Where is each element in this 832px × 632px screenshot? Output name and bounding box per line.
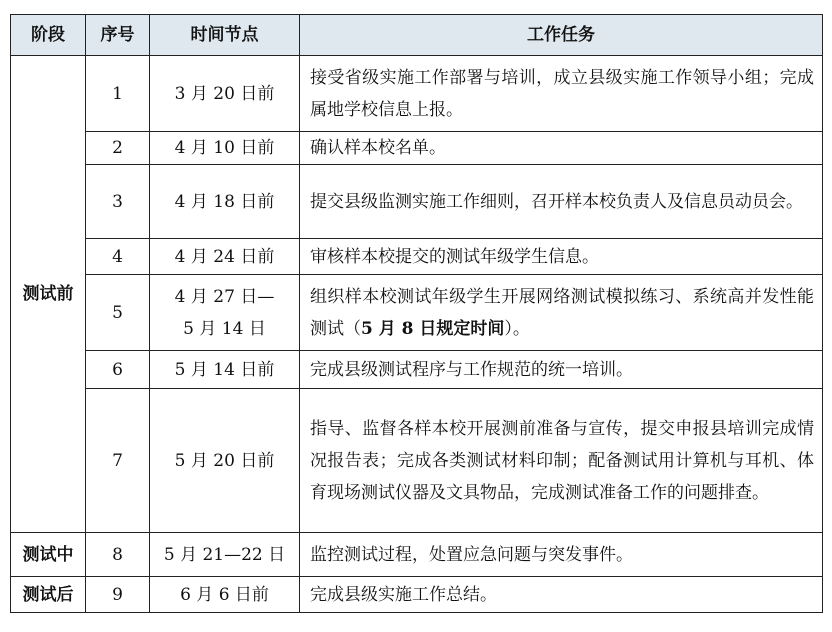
row-time: 4 月 24 日前 xyxy=(150,239,300,275)
row-seq: 8 xyxy=(86,533,150,577)
row-seq: 2 xyxy=(86,132,150,165)
table-header-row xyxy=(11,15,823,56)
stage-during: 测试中 xyxy=(11,533,86,577)
row-task: 审核样本校提交的测试年级学生信息。 xyxy=(300,239,823,275)
row-time xyxy=(150,275,300,351)
row-time: 4 月 10 日前 xyxy=(150,132,300,165)
table-row xyxy=(11,577,823,613)
table-row xyxy=(11,389,823,533)
row-seq: 7 xyxy=(86,389,150,533)
row-time: 5 月 21—22 日 xyxy=(150,533,300,577)
row-time: 3 月 20 日前 xyxy=(150,56,300,132)
row-task: 指导、监督各样本校开展测前准备与宣传，提交申报县培训完成情况报告表；完成各类测试材料印制；配备测试用计算机与耳机、体育现场测试仪器及文具物品，完成测试准备工作的问题排查。 xyxy=(300,389,823,533)
table-row xyxy=(11,239,823,275)
row-time: 5 月 14 日前 xyxy=(150,351,300,389)
row-task-bold: 5 月 8 日规定时间 xyxy=(361,318,505,339)
schedule-table xyxy=(10,14,823,613)
header-task: 工作任务 xyxy=(300,15,823,56)
header-seq: 序号 xyxy=(86,15,150,56)
row-task-end: ）。 xyxy=(504,318,530,339)
header-time: 时间节点 xyxy=(150,15,300,56)
row-time: 6 月 6 日前 xyxy=(150,577,300,613)
row-seq: 9 xyxy=(86,577,150,613)
row-task: 完成县级测试程序与工作规范的统一培训。 xyxy=(300,351,823,389)
row-time: 4 月 18 日前 xyxy=(150,165,300,239)
table-row xyxy=(11,351,823,389)
row-task xyxy=(300,275,823,351)
row-seq: 1 xyxy=(86,56,150,132)
table-row xyxy=(11,275,823,351)
row-task: 接受省级实施工作部署与培训，成立县级实施工作领导小组；完成属地学校信息上报。 xyxy=(300,56,823,132)
row-time: 5 月 20 日前 xyxy=(150,389,300,533)
row-task-text: 组织样本校测试年级学生开展网络测试模拟练习、系统高并发性能测试（ xyxy=(310,286,814,339)
row-task: 完成县级实施工作总结。 xyxy=(300,577,823,613)
table-row xyxy=(11,132,823,165)
row-seq: 3 xyxy=(86,165,150,239)
row-task: 提交县级监测实施工作细则，召开样本校负责人及信息员动员会。 xyxy=(300,165,823,239)
row-task: 确认样本校名单。 xyxy=(300,132,823,165)
table-row xyxy=(11,165,823,239)
stage-after: 测试后 xyxy=(11,577,86,613)
row-time-line1: 4 月 27 日— xyxy=(174,286,275,307)
stage-before: 测试前 xyxy=(11,56,86,533)
row-seq: 6 xyxy=(86,351,150,389)
row-task: 监控测试过程，处置应急问题与突发事件。 xyxy=(300,533,823,577)
header-stage: 阶段 xyxy=(11,15,86,56)
row-time-line2: 5 月 14 日 xyxy=(183,318,266,339)
table-row xyxy=(11,56,823,132)
table-row xyxy=(11,533,823,577)
row-seq: 4 xyxy=(86,239,150,275)
row-seq: 5 xyxy=(86,275,150,351)
